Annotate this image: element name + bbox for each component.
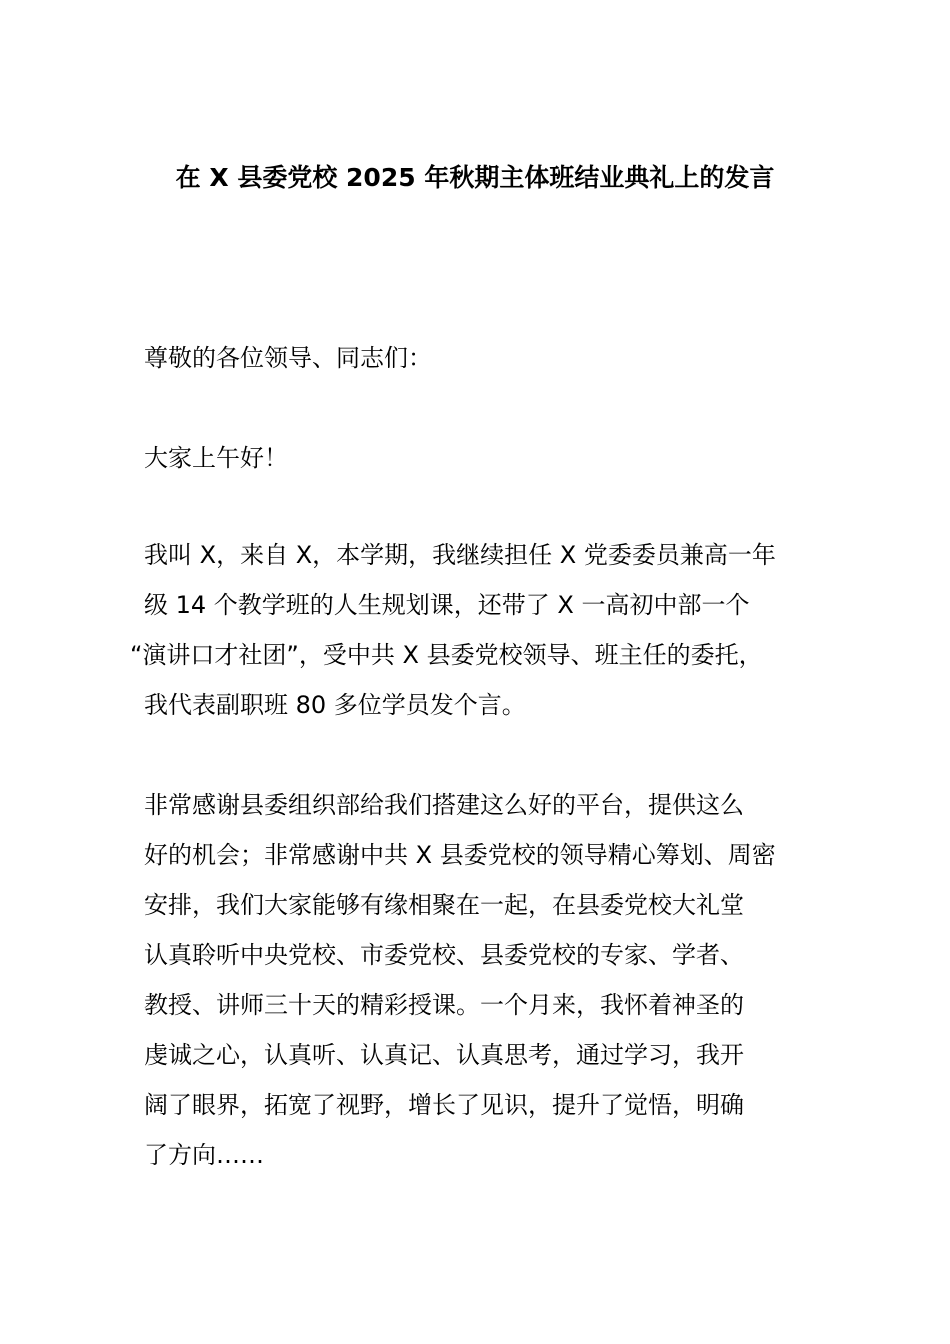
salutation-text: 尊敬的各位领导、同志们： bbox=[144, 344, 432, 372]
greeting bbox=[144, 433, 844, 483]
paragraph-line: 阔了眼界，拓宽了视野，增长了见识，提升了觉悟，明确 bbox=[144, 1091, 744, 1119]
paragraph-line: 认真聆听中央党校、市委党校、县委党校的专家、学者、 bbox=[144, 941, 744, 969]
paragraph-line: 级 14 个教学班的人生规划课，还带了 X 一高初中部一个 bbox=[144, 591, 750, 619]
paragraph-line: “演讲口才社团”，受中共 X 县委党校领导、班主任的委托， bbox=[130, 641, 763, 669]
paragraph-introduction bbox=[130, 530, 844, 730]
greeting-text: 大家上午好！ bbox=[144, 444, 288, 472]
document-title: 在 X 县委党校 2025 年秋期主体班结业典礼上的发言 bbox=[175, 163, 775, 192]
paragraph-thanks bbox=[144, 780, 844, 1180]
paragraph-line: 教授、讲师三十天的精彩授课。一个月来，我怀着神圣的 bbox=[144, 991, 744, 1019]
salutation bbox=[144, 333, 844, 383]
paragraph-line: 我叫 X，来自 X，本学期，我继续担任 X 党委委员兼高一年 bbox=[144, 541, 776, 569]
paragraph-line: 非常感谢县委组织部给我们搭建这么好的平台，提供这么 bbox=[144, 791, 744, 819]
paragraph-line: 安排，我们大家能够有缘相聚在一起，在县委党校大礼堂 bbox=[144, 891, 744, 919]
paragraph-line: 了方向…… bbox=[144, 1141, 264, 1169]
paragraph-line: 虔诚之心，认真听、认真记、认真思考，通过学习，我开 bbox=[144, 1041, 744, 1069]
paragraph-line: 好的机会；非常感谢中共 X 县委党校的领导精心筹划、周密 bbox=[144, 841, 776, 869]
paragraph-line: 我代表副职班 80 多位学员发个言。 bbox=[144, 691, 526, 719]
